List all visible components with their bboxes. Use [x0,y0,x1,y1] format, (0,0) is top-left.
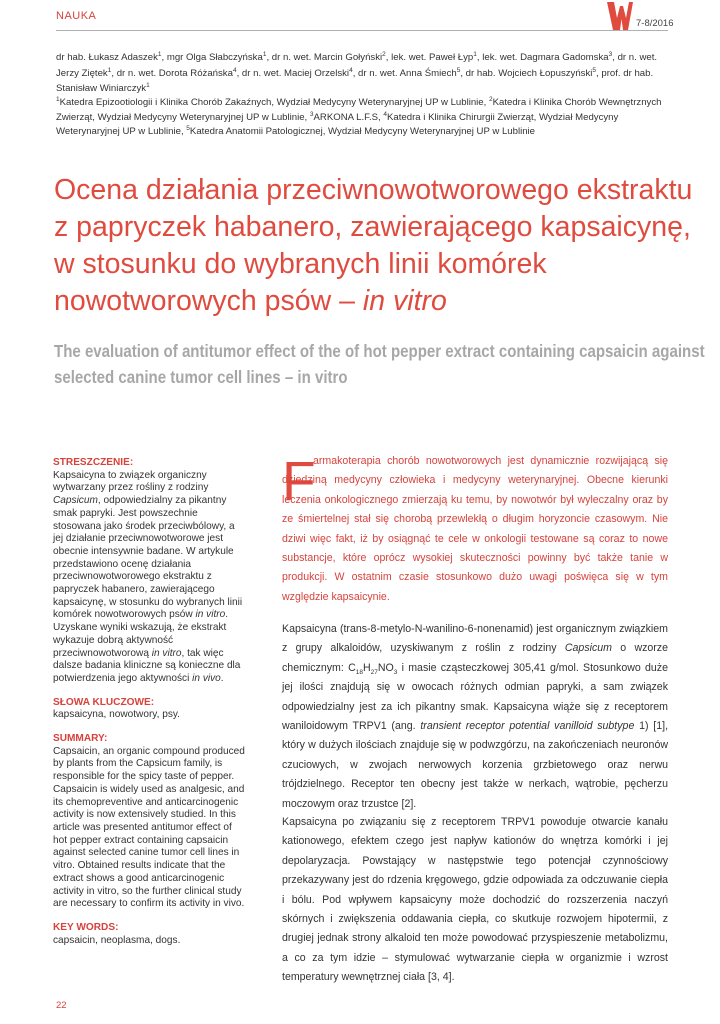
title-en-line2: selected canine tumor cell lines – in vitro [54,367,348,387]
affiliation: Katedra i Klinika Chirurgii Zwierząt, Wydział Medycyny Weterynaryjnej UP w Lublinie, [56,111,619,137]
affiliation: Katedra i Klinika Chorób Wewnętrznych Zwierząt, Wydział Medycyny Weterynaryjnej UP w Lublinie, [56,97,662,123]
section-label: NAUKA [56,10,97,22]
summary-en-heading: SUMMARY: [53,733,108,745]
keywords-en-heading: KEY WORDS: [53,921,119,933]
author-name: dr n. wet. Dorota Różańska [116,67,233,79]
keywords-pl-heading: SŁOWA KLUCZOWE: [53,696,155,708]
author-name: dr n. wet. Marcin Gołyński [271,52,383,63]
author-name: mgr Olga Słabczyńska [166,52,263,63]
lead-paragraph: armakoterapia chorób nowotworowych jest dynamicznie rozwijającą się dziedziną medycyny człowieka i medycyny weterynaryjnej. Obecne kierunki leczenia onkologicznego zmierzają ku temu, by nowotwór był wyleczalny oraz by ze śmiertelnej stał się chorobą przewlekłą o długim horyzoncie czasowym. Nie dziwi więc fakt, iż by osiągnąć te cele w onkologii testowane są coraz to nowe substancje, które oprócz wysokiej skuteczności powinny być także tanie w produkcji. W ostatnim czasie stosunkowo dużo uwagi poświęca się w tym względzie kapsaicynie. [282,455,668,603]
title-pl-main: Ocena działania przeciwnowotworowego ekstraktu z papryczek habanero, zawierającego kapsaicynę, w stosunku do wybranych linii komórek nowotworowych psów – [54,174,693,317]
body-paragraph-2: Kapsaicyna po związaniu się z receptorem TRPV1 powoduje otwarcie kanału kationowego, efektem czego jest napływ kationów do wnętrza komórki i jej depolaryzacja. Powstający w następstwie tego potencjał czynnościowy przekazywany jest do rdzenia kręgowego, gdzie odpowiada za odczuwanie ciepła i bólu. Pod wpływem kapsaicyny może dochodzić do rozszerzenia naczyń skórnych i zwiększenia oddawania ciepła, co skutkuje rozwojem hipotermii, z drugiej jednak strony alkaloid ten może powodować przyspieszenie metabolizmu, a co za tym idzie – stymulować wytwarzanie ciepła w organizmie i wzrost temperatury wewnętrznej ciała [3, 4]. [282,816,668,984]
affiliation: ARKONA L.F.S, [313,111,384,123]
issue-number: 7-8/2016 [636,18,674,29]
author-name: lek. wet. Dagmara Gadomska [482,52,609,63]
header-rule [56,30,668,31]
title-pl-italic: in vitro [362,285,447,317]
author-name: dr n. wet. Jerzy Ziętek [56,52,658,79]
author-name: dr hab. Wojciech Łopuszyński [465,67,593,79]
body-paragraph-1: Kapsaicyna (trans-8-metylo-N-wanilino-6-nonenamid) jest organicznym związkiem z grupy alkaloidów, uzyskiwanym z roślin z rodziny Capsicum o wzorze chemicznym: $C_{18}H_{27}NO_3$ i masie cząsteczkowej 305,41 g/mol. Stosunkowo duże jej ilości znajdują się w owocach różnych odmian papryki, a sam związek odpowiedzialny jest za ich pikantny smak. Kapsaicyna wiąże się z receptorem waniloidowym TRPV1 (ang. transient receptor potential vanilloid subtype 1) [1], który w dużych ilościach znajduje się w podwzgórzu, na zakończeniach neuronów czuciowych, w zwojach nerwowych korzenia grzbietowego oraz nerwu trójdzielnego. Receptor ten obecny jest także w nerkach, wątrobie, pęcherzu moczowym oraz trzustce [2]. [282,623,669,810]
affiliation-list: $^1$Katedra Epizootiologii i Klinika Chorób Zakaźnych, Wydział Medycyny Weterynaryjnej UP w Lublinie, $^2$Katedra i Klinika Chorób Wewnętrznych Zwierząt, Wydział Medycyny Weterynaryjnej UP w Lublinie, $^3$ARKONA L.F.S, $^4$Katedra i Klinika Chirurgii Zwierząt, Wydział Medycyny Weterynaryjnej UP w Lublinie, $^5$Katedra Anatomii Patologicznej, Wydział Medycyny Weterynaryjnej UP w Lublinie [56,95,662,137]
author-name: dr hab. Łukasz Adaszek [56,52,158,63]
summary-en-text: Capsaicin, an organic compound produced by plants from the Capsicum family, is responsible for the spicy taste of pepper. Capsaicin is widely used as analgesic, and its chemopreventive and anticarcinogenic activity is now extensively studied. In this article was presented antitumor effect of hot pepper extract containing capsaicin against selected canine tumor cell lines in vitro. Obtained results indicate that the extract shows a good anticarcinogenic activity in vitro, so the further clinical study are necessary to confirm its activity in vivo. [53,745,245,910]
author-name: dr n. wet. Anna Śmiech [358,67,457,79]
journal-logo-icon [606,0,634,32]
article-title-pl [54,172,694,320]
author-name: prof. dr hab. Stanisław Winiarczyk [56,67,654,94]
abstract-pl-heading: STRESZCZENIE: [53,457,134,468]
drop-cap: F [282,450,316,512]
author-name: lek. wet. Paweł Łyp [391,52,474,63]
abstract-pl-text: Kapsaicyna to związek organiczny wytwarzany przez rośliny z rodziny Capsicum, odpowiedzialny za pikantny smak papryki. Jest powszechnie stosowana jako środek przeciwbólowy, a jej działanie przeciwnowotworowe jest obecnie intensywnie badane. W artykule przedstawiono ocenę działania przeciwnowotworowego ekstraktu z papryczek habanero, zawierającego kapsaicynę, w stosunku do wybranych linii komórek nowotworowych psów in vitro. Uzyskane wyniki wskazują, że ekstrakt wykazuje dobrą aktywność przeciwnowotworową in vitro, tak więc dalsze badania kliniczne są konieczne dla potwierdzenia jego aktywności in vivo. [53,469,243,684]
author-name: dr n. wet. Maciej Orzelski [241,67,350,79]
abstract-column [53,457,246,947]
keywords-en-text: capsaicin, neoplasma, dogs. [53,934,181,946]
page-number: 22 [56,1000,67,1011]
affiliation: Katedra Anatomii Patologicznej, Wydział Medycyny Weterynaryjnej UP w Lublinie [189,126,536,137]
title-en-line1: The evaluation of antitumor effect of the of hot pepper extract containing capsaicin against [54,341,705,361]
affiliation: Katedra Epizootiologii i Klinika Chorób Zakaźnych, Wydział Medycyny Weterynaryjnej UP w Lublinie, [59,97,489,108]
article-title-en [54,338,705,390]
author-list: dr hab. Łukasz Adaszek$^1$, mgr Olga Słabczyńska$^1$, dr n. wet. Marcin Gołyński$^2$, lek. wet. Paweł Łyp$^1$, lek. wet. Dagmara Gadomska$^3$, dr n. wet. Jerzy Ziętek$^1$, dr n. wet. Dorota Różańska$^4$, dr n. wet. Maciej Orzelski$^4$, dr n. wet. Anna Śmiech$^5$, dr hab. Wojciech Łopuszyński$^5$, prof. dr hab. Stanisław Winiarczyk$^1$ [56,50,658,94]
keywords-pl-text: kapsaicyna, nowotwory, psy. [53,709,180,721]
